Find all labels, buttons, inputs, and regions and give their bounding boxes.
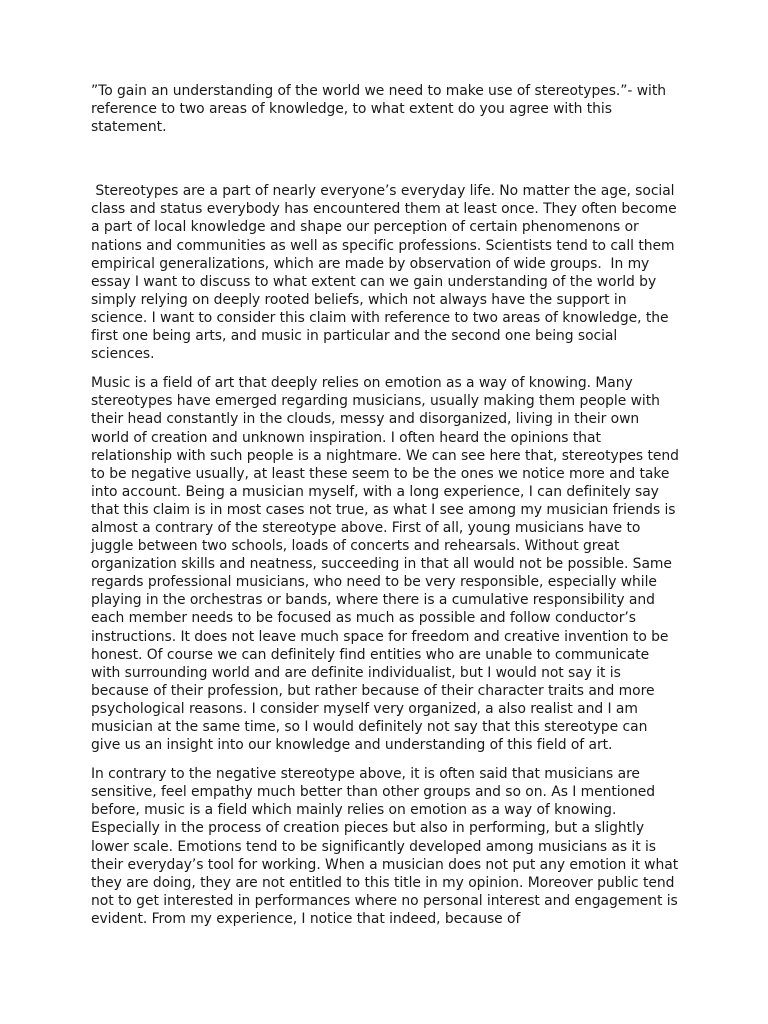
paragraph-intro: Stereotypes are a part of nearly everyone’s everyday life. No matter the age, social class and status everybody has encountered them at least once. They often become a part of local knowledge and shape our perception of certain phenomenons or nations and communities as well as specific professions. Scientists tend to call them empirical generalizations, which are made by observation of wide groups. In my essay I want to discuss to what extent can we gain understanding of the world by simply relying on deeply rooted beliefs, which not always have the support in science. I want to consider this claim with reference to two areas of knowledge, the first one being arts, and music in particular and the second one being social sciences. xyxy=(91,183,682,363)
essay-title: ”To gain an understanding of the world we need to make use of stereotypes.”- with reference to two areas of knowledge, to what extent do you agree with this statement. xyxy=(91,83,671,136)
document-body xyxy=(91,82,684,939)
paragraph-emotion: In contrary to the negative stereotype above, it is often said that musicians are sensitive, feel empathy much better than other groups and so on. As I mentioned before, music is a field which mainly relies on emotion as a way of knowing. Especially in the process of creation pieces but also in performing, but a slightly lower scale. Emotions tend to be significantly developed among musicians as it is their everyday’s tool for working. When a musician does not put any emotion it what they are doing, they are not entitled to this title in my opinion. Moreover public tend not to get interested in performances where no personal interest and engagement is evident. From my experience, I notice that indeed, because of xyxy=(91,766,683,927)
paragraph-music: Music is a field of art that deeply relies on emotion as a way of knowing. Many stereotypes have emerged regarding musicians, usually making them people with their head constantly in the clouds, messy and disorganized, living in their own world of creation and unknown inspiration. I often heard the opinions that relationship with such people is a nightmare. We can see here that, stereotypes tend to be negative usually, at least these seem to be the ones we notice more and take into account. Being a musician myself, with a long experience, I can definitely say that this claim is in most cases not true, as what I see among my musician friends is almost a contrary of the stereotype above. First of all, young musicians have to juggle between two schools, loads of concerts and rehearsals. Without great organization skills and neatness, succeeding in that all would not be possible. Same regards professional musicians, who need to be very responsible, especially while playing in the orchestras or bands, where there is a cumulative responsibility and each member needs to be focused as much as possible and follow conductor’s instructions. It does not leave much space for freedom and creative invention to be honest. Of course we can definitely find entities who are unable to communicate with surrounding world and are definite individualist, but I would not say it is because of their profession, but rather because of their character traits and more psychological reasons. I consider myself very organized, a also realist and I am musician at the same time, so I would definitely not say that this stereotype can give us an insight into our knowledge and understanding of this field of art. xyxy=(91,375,684,754)
